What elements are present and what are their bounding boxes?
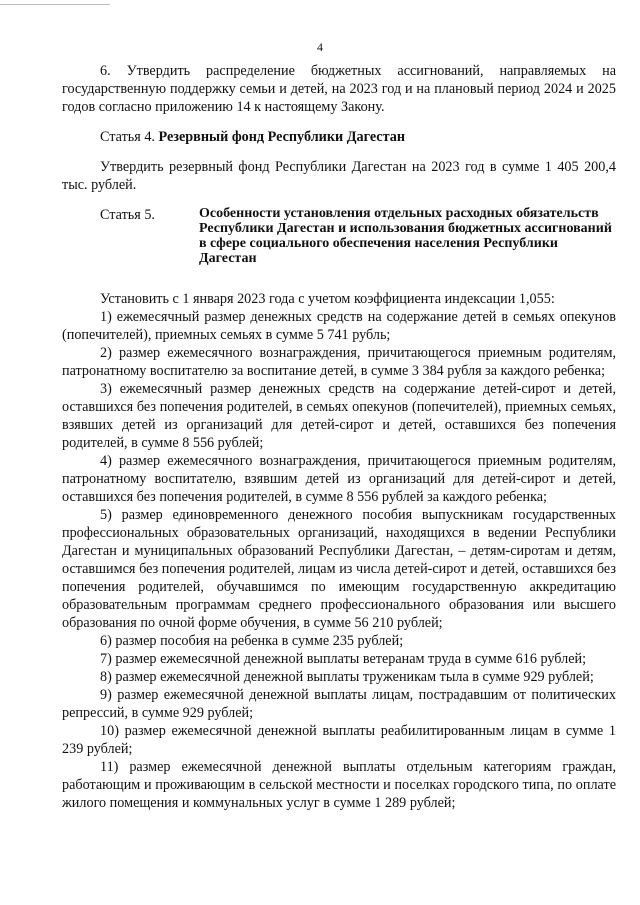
list-item-9: 9) размер ежемесячной денежной выплаты лицам, пострадавшим от политических репрессий, в сумме 929 рублей; xyxy=(62,687,616,721)
spacer xyxy=(62,278,616,290)
page-number: 4 xyxy=(317,40,323,54)
list-item-7: 7) размер ежемесячной денежной выплаты ветеранам труда в сумме 616 рублей; xyxy=(100,651,587,667)
list-item-10: 10) размер ежемесячной денежной выплаты реабилитированным лицам в сумме 1 239 рублей; xyxy=(62,723,616,757)
article-5-label: Статья 5. xyxy=(100,207,155,223)
article-4-label: Статья 4. xyxy=(100,129,155,145)
list-item-5: 5) размер единовременного денежного пособия выпускникам государственных профессиональных образовательных организаций, находящихся в ведении Республики Дагестан и муниципальных образований Республики Дагестан, – детям-сиротам и детям, оставшимся без попечения родителей, лицам из числа детей-сирот и детей, оставшихся без попечения родителей, обучавшимся по имеющим государственную аккредитацию образовательным программам среднего профессионального образования или высшего образования по очной форме обучения, в сумме 56 210 рублей; xyxy=(62,507,616,631)
list-item-1: 1) ежемесячный размер денежных средств на содержание детей в семьях опекунов (попечителей), приемных семьях в сумме 5 741 рубль; xyxy=(62,309,616,343)
article-5-heading xyxy=(62,206,616,278)
list-item-3: 3) ежемесячный размер денежных средств на содержание детей-сирот и детей, оставшихся без попечения родителей, в семьях опекунов (попечителей), приемных семьях, взявших детей из организаций для детей-сирот и детей, оставшихся без попечения родителей, в сумме 8 556 рублей; xyxy=(62,381,616,451)
spacer xyxy=(62,146,616,158)
paragraph-6: 6. Утвердить распределение бюджетных ассигнований, направляемых на государственную поддержку семьи и детей, на 2023 год и на плановый период 2024 и 2025 годов согласно приложению 14 к настоящему Закону. xyxy=(62,63,616,115)
list-item-4: 4) размер ежемесячного вознаграждения, причитающегося приемным родителям, патронатному воспитателю, взявшим детей из организаций для детей-сирот и детей, оставшихся без попечения родителей, в сумме 8 556 рублей за каждого ребенка; xyxy=(62,453,616,505)
spacer xyxy=(62,116,616,128)
scan-artifact-line xyxy=(0,4,110,5)
document-body xyxy=(62,62,616,812)
spacer xyxy=(62,194,616,206)
article-5-title: Особенности установления отдельных расходных обязательств Республики Дагестан и использования бюджетных ассигнований в сфере социального обеспечения населения Республики Дагестан xyxy=(199,206,612,266)
article-4-text: Утвердить резервный фонд Республики Дагестан на 2023 год в сумме 1 405 200,4 тыс. рублей. xyxy=(62,159,616,193)
list-item-2: 2) размер ежемесячного вознаграждения, причитающегося приемным родителям, патронатному воспитателю за воспитание детей, в сумме 3 384 рубля за каждого ребенка; xyxy=(62,345,616,379)
article-4-title: Резервный фонд Республики Дагестан xyxy=(158,129,406,145)
list-item-6: 6) размер пособия на ребенка в сумме 235 рублей; xyxy=(100,633,404,649)
article-5-intro: Установить с 1 января 2023 года с учетом коэффициента индексации 1,055: xyxy=(100,291,555,307)
article-4-heading xyxy=(62,128,616,146)
list-item-8: 8) размер ежемесячной денежной выплаты труженикам тыла в сумме 929 рублей; xyxy=(100,669,594,685)
list-item-11: 11) размер ежемесячной денежной выплаты отдельным категориям граждан, работающим и проживающим в сельской местности и поселках городского типа, по оплате жилого помещения и коммунальных услуг в сумме 1 289 рублей; xyxy=(62,759,616,811)
